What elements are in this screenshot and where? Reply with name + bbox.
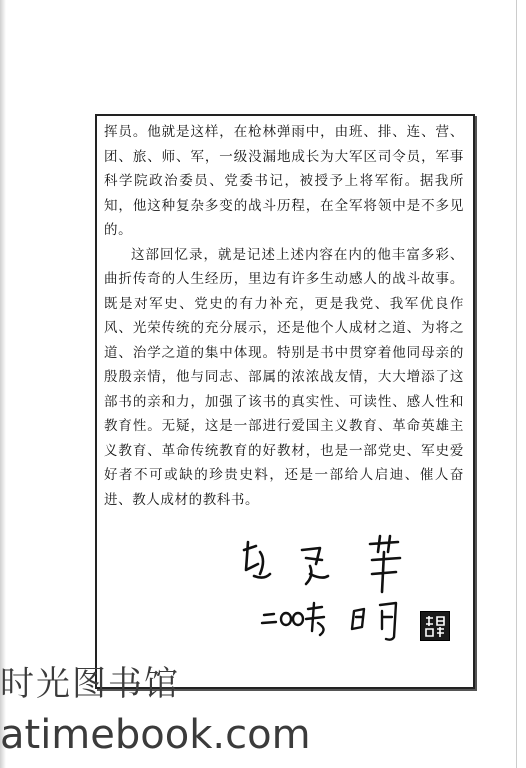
watermark-english: atimebook.com <box>0 712 311 758</box>
paragraph-memoir-summary: 这部回忆录，就是记述上述内容在内的他丰富多彩、曲折传奇的人生经历，里边有许多生动感人的战斗故事。既是对军史、党史的有力补充，更是我党、我军优良作风、光荣传统的充分展示，还是他个人成材之道、为将之道、治学之道的集中体现。特别是书中贯穿着他同母亲的殷殷亲情，他与同志、部属的浓浓战友情，大大增添了这部书的亲和力，加强了该书的真实性、可读性、感人性和教育性。无疑，这是一部进行爱国主义教育、革命英雄主义教育、革命传统教育的好教材，也是一部党史、军史爱好者不可或缺的珍贵史料，还是一部给人启迪、催人奋进、教人成材的教科书。 <box>104 246 464 508</box>
handwritten-signature <box>230 530 410 600</box>
handwritten-date <box>258 595 418 645</box>
scan-edge-line <box>516 0 517 768</box>
document-body <box>104 120 464 512</box>
scan-edge-shadow <box>0 0 6 768</box>
seal-stamp-icon <box>420 611 450 641</box>
watermark-chinese: 时光图书馆 <box>0 664 180 704</box>
paragraph-continued: 挥员。他就是这样，在枪林弹雨中，由班、排、连、营、团、旅、师、军，一级没漏地成长为大军区司令员，军事科学院政治委员、党委书记，被授予上将军衔。据我所知，他这种复杂多变的战斗历程，在全军将领中是不多见的。 <box>104 124 464 238</box>
